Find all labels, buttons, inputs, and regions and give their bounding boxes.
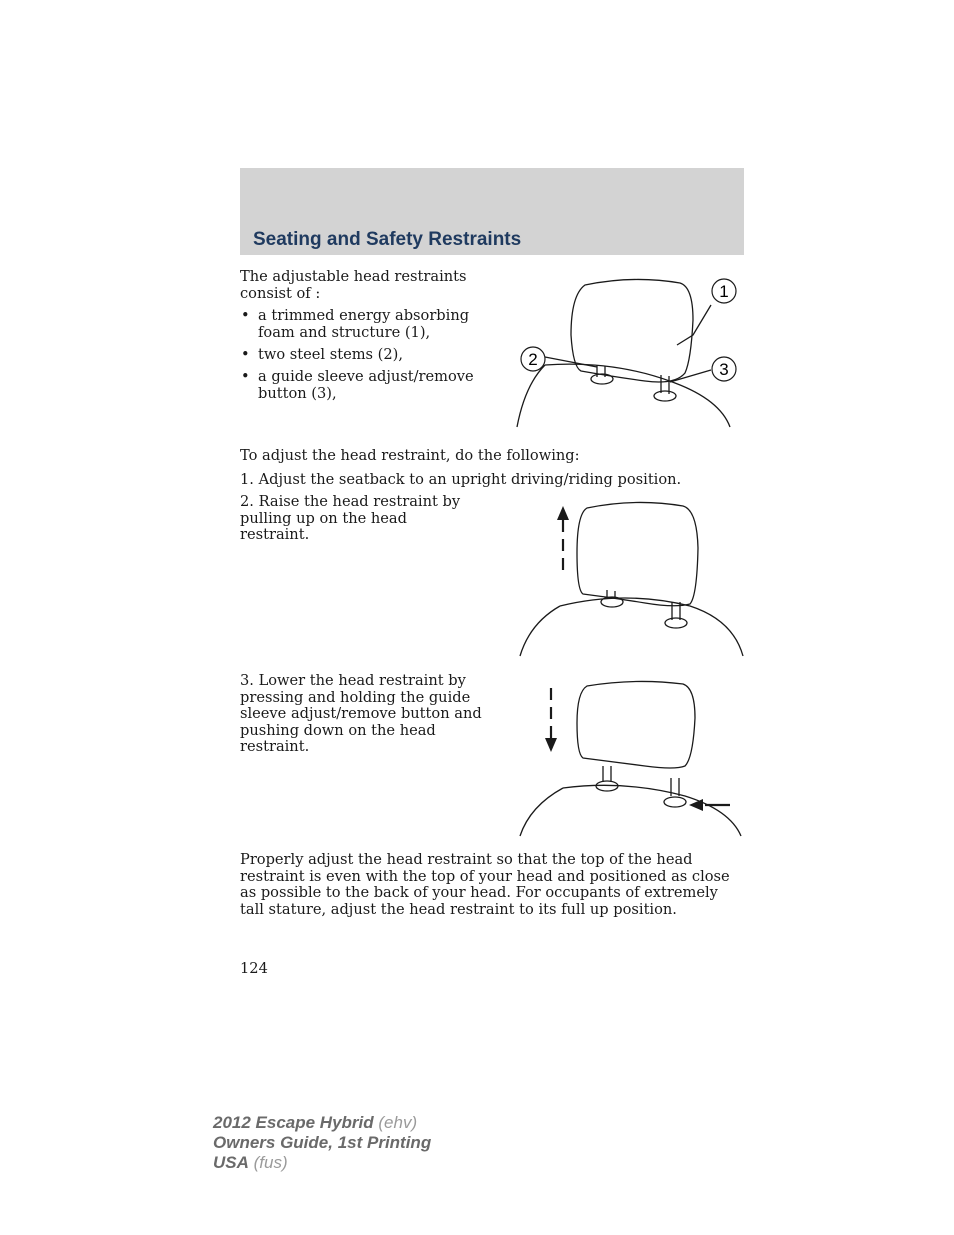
footer-market-code: (fus) (253, 1153, 288, 1172)
callout-label-2: 2 (528, 350, 538, 369)
lower-head-restraint-illustration (515, 678, 745, 838)
adjust-intro: To adjust the head restraint, do the following: (240, 447, 580, 464)
callout-leader-2 (545, 357, 597, 367)
document-footer (213, 1113, 431, 1173)
footer-line-2 (213, 1133, 431, 1153)
step-2: 2. Raise the head restraint by pulling up on the head restraint. (240, 493, 461, 543)
headrest-outline (571, 279, 693, 382)
bullet-symbol: • (241, 307, 250, 324)
footer-line-1 (213, 1113, 431, 1133)
callout-leader-1 (677, 305, 711, 345)
bullet-text: two steel stems (2), (258, 346, 403, 363)
bullet-item-button (241, 369, 511, 403)
bullet-symbol: • (241, 368, 250, 385)
bullet-symbol: • (241, 346, 250, 363)
step-3: 3. Lower the head restraint by pressing and holding the guide sleeve adjust/remove button and pushing down on the head restraint. (240, 672, 482, 755)
section-title: Seating and Safety Restraints (253, 229, 522, 250)
page-number: 124 (240, 960, 268, 977)
raise-head-restraint-illustration (515, 498, 745, 658)
section-header (240, 168, 744, 255)
callout-label-3: 3 (719, 360, 729, 379)
press-arrow-icon (689, 799, 703, 811)
down-arrow-icon (545, 738, 557, 752)
seatback-top (545, 364, 730, 427)
footer-line-3 (213, 1153, 431, 1173)
intro-lead: The adjustable head restraints consist of : (240, 268, 467, 302)
footer-model: 2012 Escape Hybrid (213, 1113, 374, 1132)
callout-leader-3 (670, 370, 711, 382)
bullet-item-foam (241, 308, 511, 342)
step-1: 1. Adjust the seatback to an upright driving/riding position. (240, 471, 682, 488)
bullet-text: a trimmed energy absorbing foam and structure (1), (258, 307, 470, 341)
footer-model-code: (ehv) (378, 1113, 418, 1132)
head-restraint-components-illustration (515, 275, 745, 430)
bullet-text: a guide sleeve adjust/remove button (3), (258, 368, 474, 402)
up-arrow-icon (557, 506, 569, 520)
bullet-item-stems (241, 347, 511, 364)
closing-paragraph: Properly adjust the head restraint so that the top of the head restraint is even with the top of your head and positioned as close as possible to the back of your head. For occupants of extremely tall stature, adjust the head restraint to its full up position. (240, 851, 730, 918)
footer-guide: Owners Guide, 1st Printing (213, 1133, 432, 1152)
footer-market: USA (213, 1153, 249, 1172)
callout-label-1: 1 (719, 282, 729, 301)
